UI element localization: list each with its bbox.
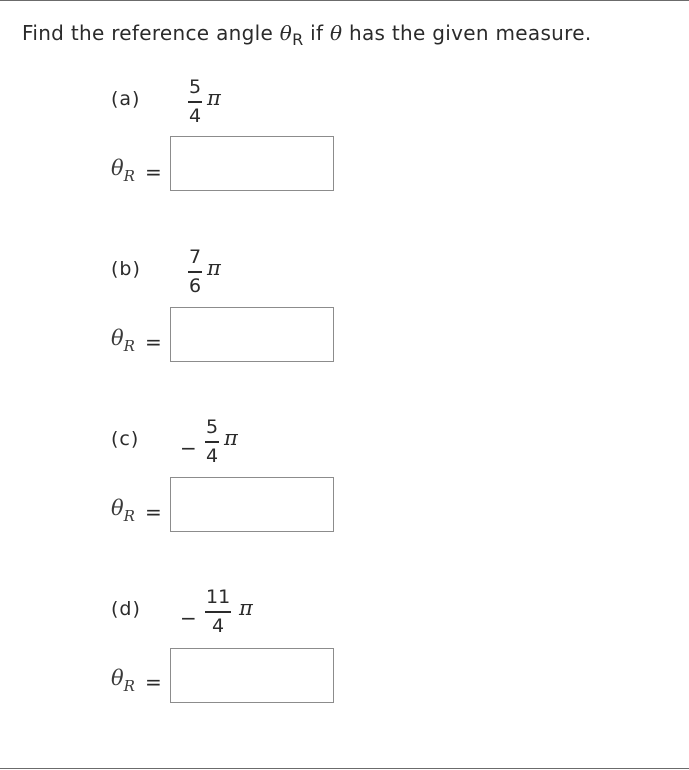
minus-sign: − — [180, 436, 197, 460]
answer-label: $\theta_R$ — [111, 326, 135, 355]
pi-symbol: π — [224, 426, 238, 450]
part-label: (b) — [111, 258, 141, 280]
part-c — [0, 416, 689, 586]
fraction — [188, 246, 202, 297]
part-a — [0, 76, 689, 246]
pi-symbol: π — [239, 596, 253, 620]
denominator: 4 — [206, 445, 219, 467]
numerator: 5 — [206, 416, 219, 438]
answer-input-a[interactable] — [170, 136, 334, 191]
equals-sign: = — [145, 160, 162, 184]
answer-label: $\theta_R$ — [111, 666, 135, 695]
fraction — [205, 416, 219, 467]
numerator: 11 — [206, 586, 231, 608]
answer-input-b[interactable] — [170, 307, 334, 362]
prompt-text-middle: if — [303, 21, 330, 45]
fraction-bar — [188, 271, 202, 273]
bottom-divider — [0, 768, 689, 769]
answer-label: $\theta_R$ — [111, 156, 135, 185]
theta-symbol: θ — [279, 21, 293, 45]
fraction-bar — [188, 101, 202, 103]
part-b — [0, 246, 689, 416]
part-label: (c) — [111, 428, 140, 450]
denominator: 4 — [212, 615, 225, 637]
theta-subscript: R — [292, 30, 304, 49]
numerator: 7 — [189, 246, 202, 268]
question-prompt — [22, 21, 592, 49]
fraction-bar — [205, 441, 219, 443]
part-d — [0, 586, 689, 756]
denominator: 4 — [189, 105, 202, 127]
answer-input-d[interactable] — [170, 648, 334, 703]
pi-symbol: π — [207, 256, 221, 280]
answer-input-c[interactable] — [170, 477, 334, 532]
part-label: (d) — [111, 598, 141, 620]
part-label: (a) — [111, 88, 141, 110]
prompt-text-start: Find the reference angle — [22, 21, 280, 45]
equals-sign: = — [145, 670, 162, 694]
fraction-bar — [205, 611, 231, 613]
denominator: 6 — [189, 275, 202, 297]
pi-symbol: π — [207, 86, 221, 110]
equals-sign: = — [145, 500, 162, 524]
numerator: 5 — [189, 76, 202, 98]
equals-sign: = — [145, 330, 162, 354]
fraction — [205, 586, 231, 637]
prompt-text-end: has the given measure. — [342, 21, 592, 45]
top-divider — [0, 0, 689, 1]
answer-label: $\theta_R$ — [111, 496, 135, 525]
theta-symbol-2: θ — [330, 21, 343, 45]
minus-sign: − — [180, 606, 197, 630]
fraction — [188, 76, 202, 127]
